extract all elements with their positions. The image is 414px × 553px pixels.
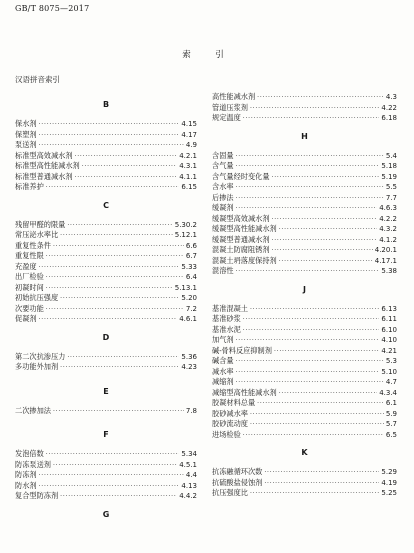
index-entry [212, 172, 397, 183]
index-term: 初凝时间 [15, 282, 44, 292]
clause-number: 5.38 [381, 267, 397, 275]
index-entry [15, 449, 197, 460]
index-entry [15, 161, 197, 172]
clause-number: 5.18 [381, 162, 397, 170]
index-term: 减缩剂 [212, 377, 234, 386]
leader-dots [272, 236, 378, 247]
clause-number: 4.7 [385, 378, 397, 386]
index-term: 保塑剂 [15, 129, 37, 139]
index-entry [15, 491, 197, 502]
index-term: 缓凝型高性能减水剂 [212, 224, 277, 233]
clause-number: 5.12.1 [174, 231, 197, 239]
index-entry [212, 113, 397, 124]
leader-dots [236, 267, 380, 278]
index-entry [15, 172, 197, 183]
leader-dots [53, 461, 177, 472]
index-entry [15, 241, 197, 252]
index-entry [15, 220, 197, 231]
clause-number: 4.6.3 [379, 204, 397, 212]
leader-dots [279, 225, 377, 236]
clause-number: 6.11 [381, 315, 397, 323]
leader-dots [236, 152, 384, 163]
clause-number: 6.15 [181, 183, 197, 191]
leader-dots [272, 215, 378, 226]
index-term: 泵送剂 [15, 140, 37, 149]
index-term: 初始抗压强度 [15, 293, 59, 302]
leader-dots [75, 173, 178, 184]
index-entry [212, 346, 397, 357]
leader-dots [46, 273, 184, 284]
clause-number: 4.2.1 [179, 151, 197, 160]
clause-number: 4.4 [185, 471, 197, 479]
leader-dots [39, 471, 184, 482]
leader-dots [250, 104, 379, 115]
clause-number: 4.19 [381, 478, 397, 487]
index-term: 缓凝型高效减水剂 [212, 213, 270, 223]
index-term: 第二次抗渗压力 [15, 351, 66, 361]
index-term: 常压泌水率比 [15, 230, 59, 239]
index-entry [15, 283, 197, 294]
clause-number: 4.3 [385, 93, 397, 101]
index-term: 标准型高效减水剂 [15, 150, 73, 160]
index-term: 胶凝材料总量 [212, 398, 256, 407]
clause-number: 7.2 [185, 304, 197, 313]
clause-number: 5.36 [181, 352, 197, 361]
index-term: 含固量 [212, 150, 234, 160]
index-entry [212, 314, 397, 325]
clause-number: 5.5 [385, 183, 397, 191]
clause-number: 5.30.2 [174, 220, 197, 229]
page-title: 索 引 [182, 50, 232, 60]
index-entry [212, 256, 397, 267]
index-term: 残留甲醛的限量 [15, 219, 66, 229]
leader-dots [257, 93, 384, 104]
clause-number: 6.18 [381, 114, 397, 122]
index-entry [212, 266, 397, 277]
index-term: 基准混凝土 [212, 303, 248, 313]
index-term: 管道压浆剂 [212, 102, 248, 112]
clause-number: 5.4 [385, 151, 397, 160]
leader-dots [67, 353, 179, 364]
index-term: 混凝土防腐阻锈剂 [212, 245, 270, 254]
clause-number: 5.3 [385, 357, 397, 365]
section-letter: K [301, 448, 308, 457]
index-term: 促凝剂 [15, 314, 37, 323]
standard-code-header: GB/T 8075—2017 [15, 4, 90, 13]
clause-number: 4.1.2 [379, 235, 397, 244]
index-column-right [212, 92, 397, 499]
index-entry [212, 304, 397, 315]
clause-number: 6.5 [385, 430, 397, 439]
index-term: 规定温度 [212, 113, 241, 122]
index-column-left [15, 92, 197, 529]
index-entry [212, 193, 397, 204]
index-term: 缓凝剂 [212, 203, 234, 212]
index-entry [15, 119, 197, 130]
index-term: 重复性条件 [15, 240, 51, 250]
leader-dots [53, 242, 184, 253]
clause-number: 5.25 [381, 489, 397, 497]
index-entry [15, 352, 197, 363]
clause-number: 5.20 [181, 294, 197, 302]
index-entry [15, 362, 197, 373]
leader-dots [60, 231, 173, 242]
clause-number: 4.5.1 [179, 460, 197, 469]
index-term: 基准水泥 [212, 324, 241, 334]
leader-dots [243, 326, 380, 337]
clause-number: 4.23 [181, 363, 197, 371]
leader-dots [75, 152, 178, 163]
leader-dots [272, 246, 373, 257]
index-term: 抗压强度比 [212, 488, 248, 497]
clause-number: 5.19 [381, 172, 397, 181]
index-entry [212, 367, 397, 378]
index-entry [212, 430, 397, 441]
index-term: 防冻泵送剂 [15, 459, 51, 469]
index-entry [212, 245, 397, 256]
leader-dots [250, 420, 384, 431]
index-term: 复合型防冻剂 [15, 491, 59, 500]
index-entry [212, 335, 397, 346]
clause-number: 4.6.1 [179, 315, 197, 323]
section-letter: F [103, 430, 109, 439]
index-entry [212, 214, 397, 225]
index-term: 高性能减水剂 [212, 92, 256, 101]
section-letter: B [102, 100, 110, 109]
leader-dots [243, 315, 380, 326]
index-subtitle: 汉语拼音索引 [15, 75, 60, 84]
leader-dots [272, 173, 380, 184]
index-term: 防冻剂 [15, 470, 37, 479]
index-entry [212, 182, 397, 193]
index-term: 减缩型高性能减水剂 [212, 387, 277, 397]
section-letter: E [103, 386, 109, 396]
section-letter: H [301, 131, 308, 141]
index-term: 多功能外加剂 [15, 362, 59, 371]
leader-dots [243, 431, 384, 442]
section-letter: C [103, 200, 109, 210]
index-term: 防水剂 [15, 480, 37, 490]
index-term: 减水率 [212, 366, 234, 376]
clause-number: 4.3.2 [379, 225, 397, 233]
clause-number: 4.17 [181, 130, 197, 139]
clause-number: 4.20.1 [374, 246, 397, 254]
index-term: 胶砂减水率 [212, 408, 248, 418]
index-term: 充盈度 [15, 261, 37, 271]
clause-number: 4.21 [381, 346, 397, 355]
index-entry [15, 262, 197, 273]
index-term: 出厂检验 [15, 272, 44, 281]
section-letter: G [102, 509, 110, 519]
clause-number: 4.22 [381, 103, 397, 112]
index-entry [15, 304, 197, 315]
leader-dots [236, 368, 380, 379]
index-entry [15, 230, 197, 241]
leader-dots [39, 315, 178, 326]
clause-number: 6.13 [381, 304, 397, 313]
index-term: 抗硫酸盐侵蚀剂 [212, 477, 263, 487]
leader-dots [53, 407, 184, 418]
clause-number: 7.8 [185, 406, 197, 415]
leader-dots [39, 263, 180, 274]
index-entry [15, 470, 197, 481]
leader-dots [236, 183, 384, 194]
index-entry [212, 377, 397, 388]
index-term: 含水率 [212, 182, 234, 191]
index-entry [212, 203, 397, 214]
clause-number: 5.13.1 [174, 283, 197, 292]
clause-number: 5.34 [181, 450, 197, 458]
clause-number: 4.2.2 [379, 214, 397, 223]
clause-number: 5.29 [381, 468, 397, 476]
clause-number: 4.3.4 [379, 388, 397, 397]
index-entry [212, 161, 397, 172]
index-term: 抗冻融循环次数 [212, 467, 263, 476]
clause-number: 4.10 [381, 336, 397, 344]
index-term: 后掺法 [212, 192, 234, 202]
leader-dots [46, 450, 180, 461]
leader-dots [257, 399, 384, 410]
index-term: 重复性限 [15, 251, 44, 260]
section-letter: D [102, 332, 110, 342]
index-entry [15, 182, 197, 193]
clause-number: 5.10 [381, 367, 397, 376]
index-entry [212, 467, 397, 478]
index-term: 胶砂流动度 [212, 419, 248, 428]
index-term: 含气量 [212, 161, 234, 170]
leader-dots [39, 482, 180, 493]
index-term: 进场检验 [212, 429, 241, 439]
index-entry [212, 419, 397, 430]
index-entry [15, 481, 197, 492]
leader-dots [236, 357, 384, 368]
leader-dots [46, 183, 180, 194]
clause-number: 4.4.2 [179, 492, 197, 500]
leader-dots [67, 221, 172, 232]
leader-dots [60, 492, 177, 503]
index-entry [15, 293, 197, 304]
clause-number: 4.13 [181, 481, 197, 490]
index-entry [212, 356, 397, 367]
clause-number: 7.7 [385, 193, 397, 202]
index-entry [15, 140, 197, 151]
leader-dots [82, 162, 177, 173]
index-term: 保水剂 [15, 119, 37, 128]
leader-dots [243, 114, 380, 125]
index-term: 混溶性 [212, 266, 234, 275]
index-term: 碱-骨料反应抑制剂 [212, 345, 272, 355]
leader-dots [60, 363, 179, 374]
index-entry [15, 272, 197, 283]
index-term: 标准养护 [15, 182, 44, 191]
index-entry [212, 325, 397, 336]
clause-number: 4.17.1 [374, 256, 397, 265]
leader-dots [279, 389, 377, 400]
clause-number: 4.3.1 [179, 162, 197, 170]
index-entry [15, 406, 197, 417]
index-term: 碱含量 [212, 356, 234, 365]
leader-dots [60, 294, 179, 305]
leader-dots [46, 284, 173, 295]
clause-number: 5.33 [181, 262, 197, 271]
index-entry [15, 130, 197, 141]
index-term: 基准砂浆 [212, 314, 241, 323]
index-term: 含气量经时变化量 [212, 171, 270, 181]
clause-number: 6.10 [381, 325, 397, 334]
leader-dots [46, 305, 184, 316]
index-term: 标准型高性能减水剂 [15, 161, 80, 170]
leader-dots [39, 131, 180, 142]
leader-dots [264, 479, 379, 490]
index-entry [15, 251, 197, 262]
index-term: 缓凝型普通减水剂 [212, 234, 270, 244]
clause-number: 6.7 [185, 252, 197, 260]
leader-dots [264, 468, 379, 479]
leader-dots [250, 305, 379, 316]
index-entry [212, 224, 397, 235]
index-entry [212, 398, 397, 409]
clause-number: 6.6 [185, 241, 197, 250]
index-entry [15, 460, 197, 471]
leader-dots [39, 120, 180, 131]
index-term: 标准型普通减水剂 [15, 171, 73, 181]
index-term: 加气剂 [212, 335, 234, 344]
index-term: 发泡倍数 [15, 449, 44, 458]
index-entry [212, 103, 397, 114]
clause-number: 6.1 [385, 399, 397, 407]
leader-dots [236, 194, 384, 205]
clause-number: 4.15 [181, 120, 197, 128]
index-term: 混凝土坍落度保持剂 [212, 255, 277, 265]
index-entry [212, 151, 397, 162]
leader-dots [46, 252, 184, 263]
index-term: 次要功能 [15, 303, 44, 313]
clause-number: 5.7 [385, 420, 397, 428]
index-entry [212, 488, 397, 499]
index-entry [212, 92, 397, 103]
clause-number: 5.9 [385, 409, 397, 418]
index-entry [212, 388, 397, 399]
leader-dots [250, 410, 384, 421]
index-term: 二次掺加法 [15, 405, 51, 415]
leader-dots [274, 347, 379, 358]
index-entry [212, 235, 397, 246]
leader-dots [279, 257, 373, 268]
leader-dots [250, 489, 379, 500]
section-letter: J [303, 284, 306, 294]
clause-number: 6.4 [185, 273, 197, 281]
index-entry [15, 151, 197, 162]
index-entry [212, 478, 397, 489]
clause-number: 4.1.1 [179, 172, 197, 181]
index-entry [212, 409, 397, 420]
clause-number: 4.9 [185, 141, 197, 149]
index-entry [15, 314, 197, 325]
